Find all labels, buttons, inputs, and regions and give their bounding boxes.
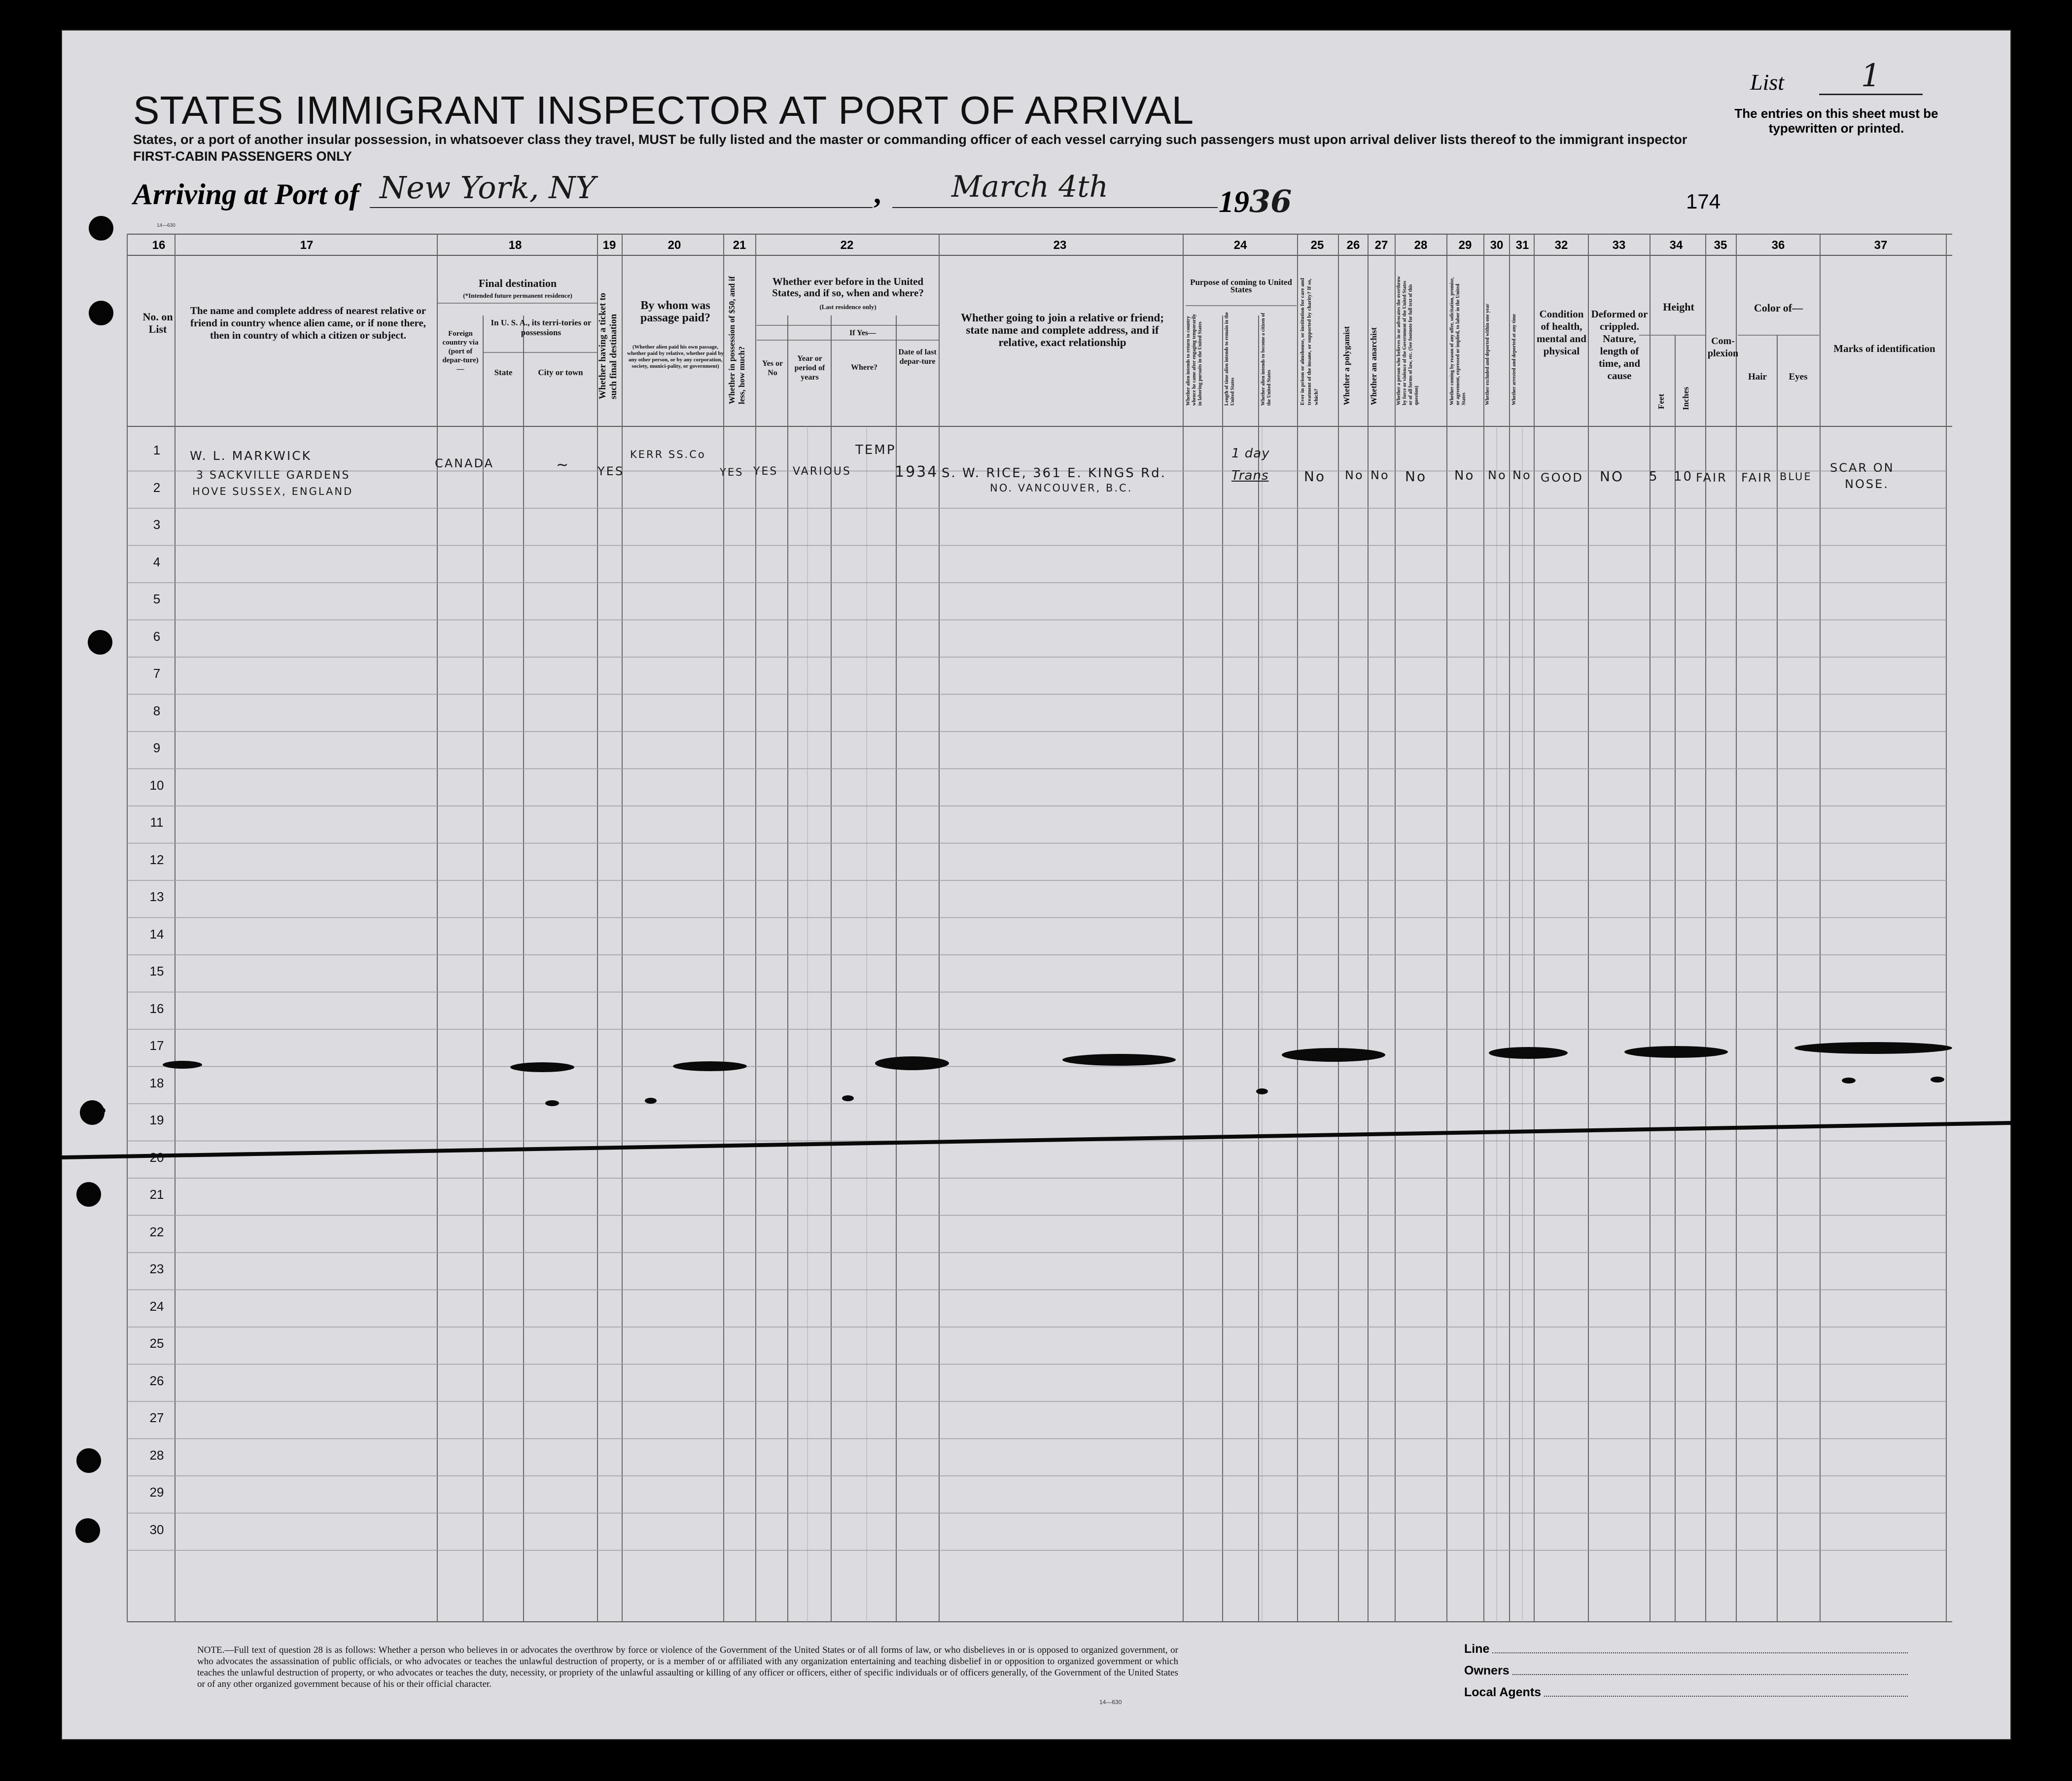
footer-form-code: 14—630: [1099, 1699, 1122, 1706]
cabin-class-line: FIRST-CABIN PASSENGERS ONLY: [133, 149, 352, 164]
column-number: 19: [602, 239, 616, 252]
year-printed: 19: [1219, 185, 1249, 219]
entry-complexion: FAIR: [1696, 471, 1727, 485]
column-number: 34: [1669, 239, 1683, 252]
entry-q29: No: [1454, 468, 1475, 483]
header-q30: Whether excluded and deported within one year: [1485, 304, 1490, 405]
header-q28: Whether a person who believes in or advocates the overthrow by force or violence of the Government of the United States or of all forms of law, etc. (See footnote for full text of this question): [1396, 276, 1419, 405]
column-number: 22: [840, 239, 854, 252]
date-line: [892, 170, 1218, 208]
entry-health: GOOD: [1541, 471, 1583, 485]
row-number: 25: [149, 1336, 164, 1351]
header-color-of: Color of—: [1754, 302, 1803, 314]
entry-date-departure: 1934: [895, 463, 939, 481]
column-number: 20: [667, 239, 681, 252]
column-number: 24: [1233, 239, 1247, 252]
header-deformed: Deformed or crippled. Nature, length of time, and cause: [1591, 308, 1648, 382]
header-purpose: Purpose of coming to United States: [1190, 278, 1292, 294]
header-date-departure: Date of last depar-ture: [898, 348, 937, 366]
row-number: 12: [149, 852, 164, 867]
row-number: 9: [153, 740, 161, 755]
entry-polygamist: No: [1345, 468, 1364, 482]
column-number: 18: [508, 239, 522, 252]
entry-joining-line1: S. W. RICE, 361 E. KINGS Rd.: [942, 466, 1166, 481]
entry-foreign-country: CANADA: [435, 456, 494, 470]
year-handwritten: 36: [1249, 183, 1292, 219]
row-number: 16: [149, 1001, 164, 1016]
entry-relative-line3: HOVE SUSSEX, ENGLAND: [192, 486, 353, 497]
row-number: 30: [149, 1522, 164, 1537]
entry-purpose-line1: 1 day: [1231, 446, 1270, 461]
row-number: 22: [149, 1224, 164, 1239]
entry-marks-line2: NOSE.: [1845, 477, 1889, 491]
row-number: 2: [153, 480, 161, 495]
header-no-on-list: No. on List: [142, 311, 173, 335]
agents-field: [1544, 1696, 1908, 1697]
column-number: 27: [1374, 239, 1388, 252]
row-number: 3: [153, 517, 161, 532]
header-where: Where?: [851, 363, 878, 372]
punch-hole: [76, 1182, 101, 1207]
entry-joining-line2: NO. VANCOUVER, B.C.: [990, 482, 1133, 494]
column-number: 23: [1053, 239, 1067, 252]
entry-deformed: NO: [1600, 468, 1624, 485]
header-complexion: Com-plexion: [1707, 336, 1739, 359]
column-number: 37: [1874, 239, 1888, 252]
entry-relative-line2: 3 SACKVILLE GARDENS: [196, 469, 351, 482]
entry-passage-paid: KERR SS.Co: [630, 449, 706, 460]
header-ticket: Whether having a ticket to such final destination: [597, 292, 619, 399]
column-number: 21: [733, 239, 746, 252]
header-final-destination-note: (*Intended future permanent residence): [463, 292, 572, 299]
comma: ,: [874, 177, 881, 210]
punch-hole: [89, 301, 113, 325]
header-purpose-c: Whether alien intends to become a citizen of the United States: [1261, 313, 1272, 406]
header-if-yes: If Yes—: [849, 329, 877, 337]
punch-hole: [89, 216, 113, 241]
row-number: 26: [149, 1373, 164, 1388]
sheet-number: 174: [1686, 190, 1721, 213]
header-hair: Hair: [1748, 372, 1767, 382]
date-handwritten: March 4th: [951, 170, 1109, 204]
header-purpose-a: Whether alien intends to return to country whence he came after engaging temporarily in laboring pursuits in the United States: [1186, 314, 1203, 406]
port-handwritten: New York, NY: [380, 170, 596, 206]
punch-hole: [88, 630, 112, 655]
port-line: [370, 170, 873, 208]
column-number: 25: [1310, 239, 1324, 252]
entry-feet: 5: [1649, 469, 1659, 484]
header-city: City or town: [538, 368, 583, 377]
row-number: 5: [153, 592, 161, 606]
header-passage-paid: By whom was passage paid?: [640, 299, 711, 324]
column-number: 26: [1346, 239, 1360, 252]
column-number: 33: [1612, 239, 1626, 252]
row-number: 15: [149, 964, 164, 978]
entry-marks-line1: SCAR ON: [1830, 461, 1895, 475]
header-inches: Inches: [1681, 386, 1690, 410]
row-number: 24: [149, 1298, 164, 1314]
header-joining: Whether going to join a relative or friend; state name and complete address, and if relative, exact relationship: [960, 312, 1164, 349]
header-year-period: Year or period of years: [794, 354, 825, 382]
column-number: 16: [152, 239, 166, 252]
header-final-destination: Final destination: [478, 277, 557, 289]
header-marks: Marks of identification: [1833, 343, 1935, 354]
entry-q28: No: [1405, 468, 1427, 485]
header-fifty-dollars: Whether in possession of $50, and if less, how much?: [727, 276, 746, 404]
page-title: STATES IMMIGRANT INSPECTOR AT PORT OF ARRIVAL: [133, 88, 1194, 132]
row-number: 19: [149, 1113, 164, 1127]
row-number: 4: [153, 554, 161, 569]
carrier-fields: [1464, 1635, 1908, 1700]
column-number: 32: [1554, 239, 1568, 252]
entry-eyes: BLUE: [1780, 471, 1812, 483]
owners-label: Owners: [1464, 1664, 1510, 1677]
owners-field: [1512, 1674, 1908, 1675]
header-yes-no: Yes or No: [762, 359, 783, 377]
row-number: 13: [149, 889, 164, 904]
punch-hole: [80, 1100, 105, 1125]
header-feet: Feet: [1656, 393, 1666, 409]
line-label: Line: [1464, 1642, 1490, 1656]
row-number: 1: [153, 443, 161, 457]
punch-hole: [76, 1448, 101, 1473]
column-number: 36: [1771, 239, 1785, 252]
row-number: 17: [149, 1038, 164, 1053]
header-state: State: [494, 368, 513, 377]
header-anarchist: Whether an anarchist: [1369, 327, 1378, 405]
footnote: NOTE.—Full text of question 28 is as follows: Whether a person who believes in or advocates the overthrow by force or violence of the Government of the United States or of all forms of law, or who disbelieves in or is opposed to organized government, or who advocates the assassination of public officials, or who advocates or teaches the unlawful destruction of property, or is a member of or affiliated with any organization entertaining and teaching disbelief in or opposition to organized government or which teaches the unlawful destruction of property, or who advocates or teaches the duty, necessity, or propriety of the unlawful assaulting or killing of any officer or officers, either of specific individuals or of officers generally, of the Government of the United States or of any other organized government because of his or their official character.: [197, 1645, 1178, 1689]
entry-before-yes-no: YES: [753, 465, 778, 478]
row-number: 29: [149, 1485, 164, 1500]
column-number: 29: [1458, 239, 1472, 252]
list-number: 1: [1819, 58, 1923, 95]
column-number: 30: [1490, 239, 1504, 252]
row-number: 11: [150, 815, 164, 830]
line-field: [1492, 1652, 1908, 1653]
header-foreign-country: Foreign country via (port of depar-ture)—: [442, 330, 479, 373]
row-number: 28: [149, 1447, 164, 1463]
entry-year-period: VARIOUS: [793, 465, 851, 478]
entry-relative-line1: W. L. MARKWICK: [190, 449, 312, 463]
header-purpose-b: Length of time alien intends to remain in the United States: [1224, 312, 1235, 406]
form-code: 14—630: [157, 223, 176, 228]
entry-fifty-dollars: YES: [720, 466, 744, 478]
entry-where: TEMP: [855, 443, 896, 457]
column-number: 17: [300, 239, 314, 252]
entry-purpose-line2: Trans: [1231, 468, 1269, 483]
header-health: Condition of health, mental and physical: [1537, 308, 1586, 357]
header-relative-abroad: The name and complete address of nearest relative or friend in country whence alien came, or if none there, then in country of which a citizen or subject.: [190, 305, 426, 341]
column-number: 35: [1714, 239, 1727, 252]
entry-anarchist: No: [1370, 468, 1390, 482]
entry-city: ~: [556, 456, 570, 474]
row-number: 27: [149, 1410, 164, 1425]
entry-prison: No: [1304, 468, 1326, 485]
header-in-usa: In U. S. A., its terri-tories or possessions: [491, 318, 592, 337]
header-eyes: Eyes: [1789, 372, 1808, 382]
header-q31: Whether arrested and deported at any time: [1511, 314, 1517, 405]
header-q29: Whether coming by reason of any offer, solicitation, promise, or agreement, expressed or implied, to labor in the United States: [1449, 277, 1467, 405]
list-label: List: [1750, 70, 1785, 95]
header-subtitle: States, or a port of another insular possession, in whatsoever class they travel, MUST be fully listed and the master or commanding officer of each vessel carrying such passengers must upon arrival deliver lists thereof to the immigrant inspector: [133, 132, 1687, 147]
header-polygamist: Whether a polygamist: [1342, 326, 1351, 405]
entry-hair: FAIR: [1741, 471, 1773, 485]
arriving-label: Arriving at Port of: [133, 178, 359, 210]
entry-q31: No: [1512, 468, 1532, 482]
year: [1219, 183, 1292, 220]
row-number: 8: [153, 703, 161, 718]
row-number: 7: [153, 666, 161, 681]
row-number: 18: [149, 1075, 164, 1090]
entry-q30: No: [1488, 468, 1507, 482]
header-last-residence: (Last residence only): [819, 303, 877, 311]
row-number: 6: [153, 629, 161, 644]
entry-inches: 10: [1674, 469, 1693, 484]
punch-hole: [75, 1518, 100, 1543]
header-before-us: Whether ever before in the United States, and if so, when and where?: [772, 276, 924, 299]
header-prison: Ever in prison or almshouse, or institution for care and treatment of the insane, or supported by charity? If so, which?: [1299, 278, 1319, 405]
entry-ticket: YES: [597, 464, 625, 478]
row-number: 10: [149, 777, 164, 793]
header-height: Height: [1663, 301, 1694, 313]
agents-label: Local Agents: [1464, 1685, 1542, 1699]
column-number: 28: [1414, 239, 1428, 252]
header-passage-note: (Whether alien paid his own passage, whether paid by relative, whether paid by any other person, or by any corporation, society, munici-pality, or government): [627, 344, 724, 369]
row-number: 23: [149, 1261, 164, 1276]
row-number: 21: [149, 1187, 164, 1202]
column-number: 31: [1515, 239, 1529, 252]
row-number: 20: [149, 1150, 164, 1165]
row-number: 14: [149, 926, 164, 942]
typewritten-note: The entries on this sheet must be typewritten or printed.: [1734, 106, 1938, 136]
